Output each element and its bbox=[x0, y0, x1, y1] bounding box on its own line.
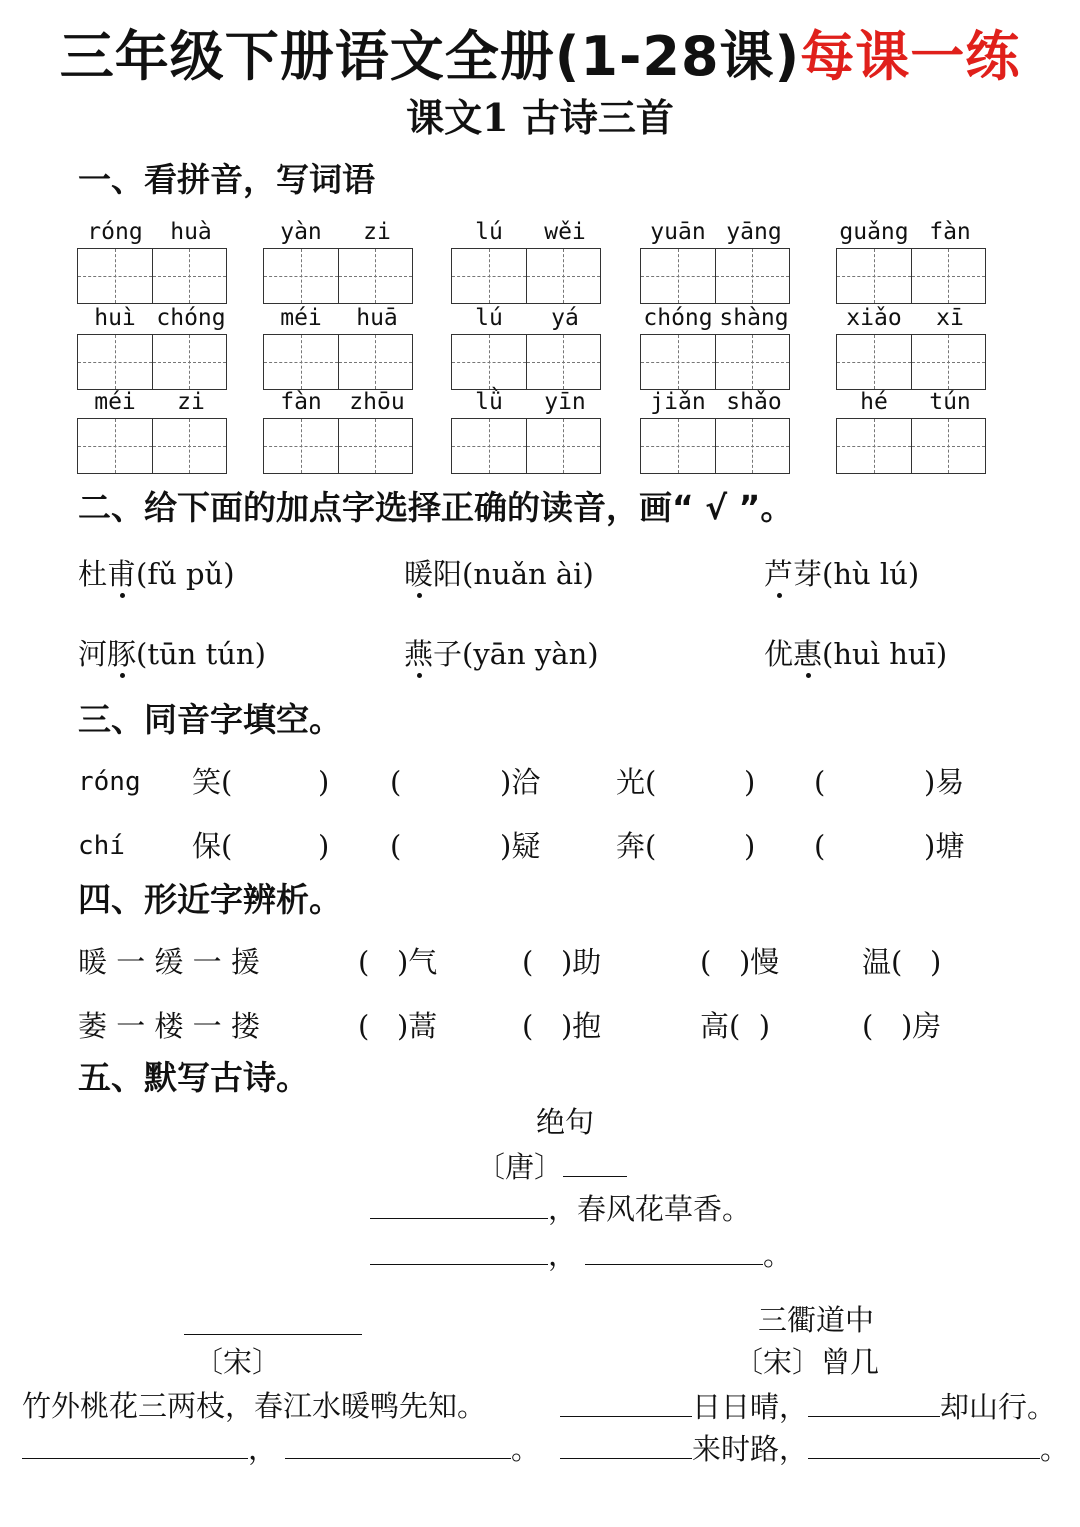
pinyin-label bbox=[640, 218, 792, 246]
homophone-pinyin: chí bbox=[78, 831, 125, 861]
section4-heading: 四、形近字辨析。 bbox=[78, 880, 342, 919]
tian-zi-cell[interactable] bbox=[911, 334, 987, 390]
pinyin-label bbox=[451, 304, 603, 332]
tian-zi-cell[interactable] bbox=[640, 248, 716, 304]
writing-grid bbox=[836, 248, 986, 304]
fill-blank-part: ( )房 bbox=[862, 1009, 942, 1043]
pinyin-syllable: fàn bbox=[280, 389, 322, 415]
pinyin-syllable: zhōu bbox=[349, 389, 405, 415]
reading-item bbox=[78, 554, 235, 594]
fill-blank-part: ) bbox=[318, 829, 330, 863]
tian-zi-cell[interactable] bbox=[451, 248, 527, 304]
writing-grid bbox=[836, 334, 986, 390]
fill-blank-part: ( )抱 bbox=[522, 1009, 602, 1043]
reading-item bbox=[78, 634, 266, 674]
fill-blank-part: ( )慢 bbox=[700, 945, 780, 979]
reading-item bbox=[764, 634, 947, 674]
writing-grid bbox=[451, 248, 601, 304]
pinyin-syllable: yá bbox=[551, 305, 579, 331]
pinyin-syllable: yāng bbox=[726, 219, 782, 245]
comma: ， bbox=[248, 1432, 278, 1466]
fill-blank-part: 光( bbox=[616, 765, 657, 799]
pinyin-syllable: shàng bbox=[719, 305, 789, 331]
tian-zi-cell[interactable] bbox=[152, 334, 228, 390]
fill-blank-part: ( bbox=[814, 765, 826, 799]
dotted-char: 甫 bbox=[107, 554, 136, 594]
writing-grid bbox=[263, 334, 413, 390]
fill-blank-part: ( bbox=[390, 765, 402, 799]
similar-chars: 萎 一 楼 一 搂 bbox=[78, 1009, 260, 1043]
tian-zi-cell[interactable] bbox=[836, 334, 912, 390]
tian-zi-cell[interactable] bbox=[526, 248, 602, 304]
reading-item bbox=[404, 554, 594, 594]
tian-zi-cell[interactable] bbox=[526, 418, 602, 474]
dotted-char: 芦 bbox=[764, 554, 793, 594]
pinyin-syllable: hé bbox=[860, 389, 888, 415]
pinyin-syllable: shǎo bbox=[726, 389, 782, 415]
pinyin-label bbox=[451, 218, 603, 246]
word-char: 阳 bbox=[433, 557, 463, 591]
poem3-line2a-blank[interactable] bbox=[560, 1428, 692, 1459]
page-title bbox=[0, 24, 1080, 90]
tian-zi-cell[interactable] bbox=[911, 248, 987, 304]
fill-blank-part: ) bbox=[744, 829, 756, 863]
tian-zi-cell[interactable] bbox=[715, 418, 791, 474]
fill-blank-part: ( )助 bbox=[522, 945, 602, 979]
section1-heading: 一、看拼音，写词语 bbox=[78, 160, 375, 199]
fill-blank-part: 温( ) bbox=[862, 945, 942, 979]
pinyin-syllable: chóng bbox=[643, 305, 713, 331]
pinyin-label bbox=[77, 304, 229, 332]
poem2-title-blank[interactable] bbox=[184, 1300, 362, 1335]
tian-zi-cell[interactable] bbox=[640, 334, 716, 390]
title-black: 三年级下册语文全册(1-28课) bbox=[59, 25, 801, 88]
writing-grid bbox=[77, 418, 227, 474]
pinyin-label bbox=[640, 304, 792, 332]
lesson-title: 课文1 古诗三首 bbox=[406, 95, 674, 140]
fill-blank-part: ) bbox=[318, 765, 330, 799]
pinyin-syllable: zi bbox=[363, 219, 391, 245]
tian-zi-cell[interactable] bbox=[911, 418, 987, 474]
word-char: 芽 bbox=[793, 557, 823, 591]
poem3-l2a-text: 来时路， bbox=[692, 1432, 809, 1466]
pinyin-label bbox=[451, 388, 603, 416]
fill-blank-part: ( bbox=[390, 829, 402, 863]
poem2-dynasty: 〔宋〕 bbox=[194, 1345, 282, 1379]
poem2-line1: 竹外桃花三两枝，春江水暖鸭先知。 bbox=[22, 1389, 487, 1423]
poem1-line2a-blank[interactable] bbox=[370, 1234, 548, 1265]
pinyin-syllable: wěi bbox=[544, 219, 586, 245]
poem3-line2b-blank[interactable] bbox=[808, 1428, 1040, 1459]
pinyin-options[interactable]: (fǔ pǔ) bbox=[136, 557, 235, 591]
dotted-char: 惠 bbox=[793, 634, 822, 674]
writing-grid bbox=[263, 248, 413, 304]
section3-heading: 三、同音字填空。 bbox=[78, 700, 342, 739]
tian-zi-cell[interactable] bbox=[640, 418, 716, 474]
tian-zi-cell[interactable] bbox=[451, 334, 527, 390]
fill-blank-part: ( )蒿 bbox=[358, 1009, 438, 1043]
fill-blank-part: 奔( bbox=[616, 829, 657, 863]
dotted-char: 燕 bbox=[404, 634, 433, 674]
poem1-line1 bbox=[370, 1188, 751, 1229]
tian-zi-cell[interactable] bbox=[836, 418, 912, 474]
pinyin-syllable: lú bbox=[475, 305, 503, 331]
writing-grid bbox=[451, 334, 601, 390]
pinyin-syllable: xiǎo bbox=[846, 305, 902, 331]
pinyin-syllable: fàn bbox=[929, 219, 971, 245]
pinyin-syllable: xī bbox=[936, 305, 964, 331]
word-char: 杜 bbox=[78, 557, 108, 591]
homophone-pinyin: róng bbox=[78, 767, 141, 797]
pinyin-label bbox=[263, 218, 415, 246]
pinyin-label bbox=[836, 388, 988, 416]
fill-blank-part: )洽 bbox=[500, 765, 541, 799]
writing-grid bbox=[640, 248, 790, 304]
period: 。 bbox=[511, 1432, 541, 1466]
poem1-author-blank[interactable] bbox=[563, 1146, 627, 1177]
title-red: 每课一练 bbox=[800, 25, 1021, 88]
period: 。 bbox=[1040, 1432, 1070, 1466]
writing-grid bbox=[451, 418, 601, 474]
section2-heading: 二、给下面的加点字选择正确的读音，画“ √ ”。 bbox=[78, 488, 794, 527]
poem2-line2a-blank[interactable] bbox=[22, 1428, 248, 1459]
similar-chars: 暖 一 缓 一 援 bbox=[78, 945, 260, 979]
poem3-l1a-text: 日日晴， bbox=[692, 1390, 809, 1424]
tian-zi-cell[interactable] bbox=[338, 334, 414, 390]
tian-zi-cell[interactable] bbox=[263, 248, 339, 304]
poem3-title: 三衢道中 bbox=[758, 1303, 875, 1337]
poem3-line1a-blank[interactable] bbox=[560, 1386, 692, 1417]
pinyin-options[interactable]: (yān yàn) bbox=[462, 637, 599, 671]
pinyin-syllable: guǎng bbox=[839, 219, 909, 245]
section5-heading: 五、默写古诗。 bbox=[78, 1058, 309, 1097]
fill-blank-part: 高( ) bbox=[700, 1009, 771, 1043]
tian-zi-cell[interactable] bbox=[451, 418, 527, 474]
tian-zi-cell[interactable] bbox=[152, 248, 228, 304]
poem1-line2b-blank[interactable] bbox=[585, 1234, 763, 1265]
writing-grid bbox=[836, 418, 986, 474]
tian-zi-cell[interactable] bbox=[77, 248, 153, 304]
pinyin-syllable: róng bbox=[87, 219, 143, 245]
word-char: 河 bbox=[78, 637, 108, 671]
poem3-dynasty: 〔宋〕曾几 bbox=[734, 1345, 880, 1379]
pinyin-label bbox=[263, 304, 415, 332]
poem1-dynasty: 〔唐〕 bbox=[476, 1150, 564, 1184]
fill-blank-part: ) bbox=[744, 765, 756, 799]
pinyin-label bbox=[836, 218, 988, 246]
word-char: 优 bbox=[764, 637, 794, 671]
tian-zi-cell[interactable] bbox=[338, 418, 414, 474]
fill-blank-part: 保( bbox=[192, 829, 233, 863]
poem1-line2 bbox=[370, 1234, 792, 1275]
period: 。 bbox=[763, 1238, 793, 1272]
tian-zi-cell[interactable] bbox=[152, 418, 228, 474]
reading-item bbox=[764, 554, 919, 594]
pinyin-syllable: tún bbox=[929, 389, 971, 415]
reading-item bbox=[404, 634, 599, 674]
dotted-char: 豚 bbox=[107, 634, 136, 674]
tian-zi-cell[interactable] bbox=[263, 334, 339, 390]
fill-blank-part: )塘 bbox=[924, 829, 965, 863]
poem3-l1b-text: 却山行。 bbox=[940, 1390, 1057, 1424]
pinyin-label bbox=[836, 304, 988, 332]
tian-zi-cell[interactable] bbox=[338, 248, 414, 304]
fill-blank-part: 笑( bbox=[192, 765, 233, 799]
pinyin-syllable: yīn bbox=[544, 389, 586, 415]
pinyin-syllable: jiǎn bbox=[650, 389, 706, 415]
fill-blank-part: )易 bbox=[924, 765, 965, 799]
poem1-author-line bbox=[476, 1146, 627, 1187]
tian-zi-cell[interactable] bbox=[715, 334, 791, 390]
tian-zi-cell[interactable] bbox=[77, 334, 153, 390]
fill-blank-part: )疑 bbox=[500, 829, 541, 863]
comma: ， bbox=[548, 1238, 578, 1272]
poem3-line1 bbox=[560, 1386, 1056, 1427]
pinyin-syllable: huì bbox=[94, 305, 136, 331]
pinyin-label bbox=[263, 388, 415, 416]
dotted-char: 暖 bbox=[404, 554, 433, 594]
pinyin-syllable: yuān bbox=[650, 219, 706, 245]
poem3-line1b-blank[interactable] bbox=[808, 1386, 940, 1417]
pinyin-syllable: huā bbox=[356, 305, 398, 331]
tian-zi-cell[interactable] bbox=[715, 248, 791, 304]
fill-blank-part: ( bbox=[814, 829, 826, 863]
pinyin-label bbox=[640, 388, 792, 416]
tian-zi-cell[interactable] bbox=[77, 418, 153, 474]
pinyin-options[interactable]: (huì huī) bbox=[822, 637, 948, 671]
pinyin-syllable: lǜ bbox=[475, 389, 503, 415]
writing-grid bbox=[77, 334, 227, 390]
pinyin-syllable: lú bbox=[475, 219, 503, 245]
pinyin-syllable: yàn bbox=[280, 219, 322, 245]
poem1-line1-text: ，春风花草香。 bbox=[548, 1192, 752, 1226]
tian-zi-cell[interactable] bbox=[836, 248, 912, 304]
tian-zi-cell[interactable] bbox=[526, 334, 602, 390]
pinyin-options[interactable]: (tūn tún) bbox=[136, 637, 266, 671]
pinyin-syllable: chóng bbox=[156, 305, 226, 331]
pinyin-syllable: méi bbox=[94, 389, 136, 415]
poem3-line2 bbox=[560, 1428, 1069, 1469]
writing-grid bbox=[77, 248, 227, 304]
pinyin-label bbox=[77, 388, 229, 416]
pinyin-syllable: zi bbox=[177, 389, 205, 415]
writing-grid bbox=[263, 418, 413, 474]
pinyin-syllable: méi bbox=[280, 305, 322, 331]
pinyin-options[interactable]: (nuǎn ài) bbox=[462, 557, 594, 591]
word-char: 子 bbox=[433, 637, 463, 671]
poem1-title: 绝句 bbox=[535, 1105, 594, 1139]
pinyin-label bbox=[77, 218, 229, 246]
poem2-line2 bbox=[22, 1428, 540, 1469]
poem1-line1-blank[interactable] bbox=[370, 1188, 548, 1219]
writing-grid bbox=[640, 334, 790, 390]
fill-blank-part: ( )气 bbox=[358, 945, 438, 979]
pinyin-syllable: huà bbox=[170, 219, 212, 245]
writing-grid bbox=[640, 418, 790, 474]
pinyin-options[interactable]: (hù lú) bbox=[822, 557, 920, 591]
poem2-line2b-blank[interactable] bbox=[285, 1428, 511, 1459]
tian-zi-cell[interactable] bbox=[263, 418, 339, 474]
